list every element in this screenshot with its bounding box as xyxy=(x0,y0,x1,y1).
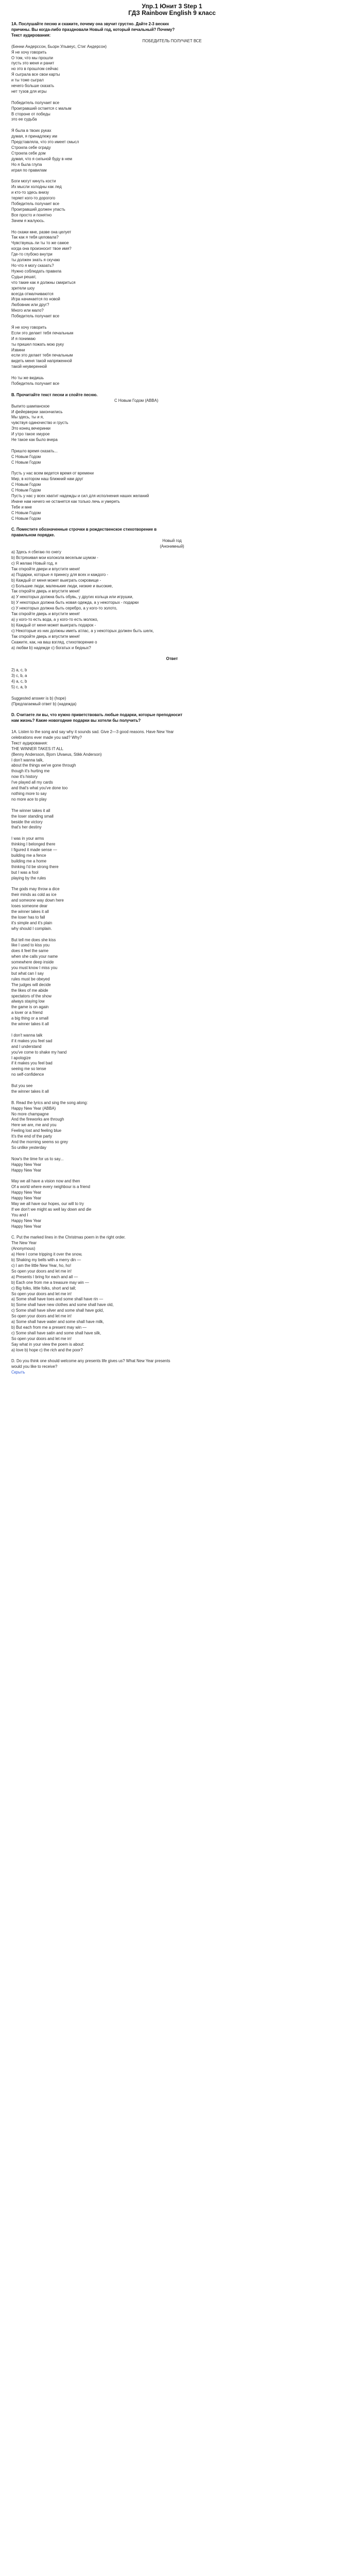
text-line: nothing more to say xyxy=(11,791,47,796)
blank-line xyxy=(11,803,333,808)
text-line: Я не хочу говорить xyxy=(11,49,47,55)
blank-line xyxy=(11,224,333,230)
text-line: a) у кого-то есть вода, а у кого-то есть молоко, xyxy=(11,617,98,622)
text-line: I don't wanna talk xyxy=(11,1032,43,1038)
blank-line xyxy=(11,932,333,938)
text-line: Say what in your view the poem is about: xyxy=(11,1342,84,1347)
blank-line xyxy=(11,831,333,836)
blank-line xyxy=(11,1353,333,1359)
text-line: building me a home xyxy=(11,858,47,863)
text-line: c) Большие люди, маленькие люди, низкие и высокие, xyxy=(11,583,113,588)
text-line: rules must be obeyed xyxy=(11,976,50,981)
text-line: чувствуя одиночество и грусть xyxy=(11,420,68,426)
blank-line xyxy=(11,1078,333,1083)
text-line: И утро такое хмурое xyxy=(11,432,50,437)
text-line: b) Каждый от меня может выиграть сокровище - xyxy=(11,578,101,583)
text-line: the winner takes it all xyxy=(11,1089,49,1094)
text-line: c) Some shall have silver and some shall have gold, xyxy=(11,1308,104,1313)
text-line: Новый год xyxy=(162,538,182,544)
blank-line xyxy=(11,1151,333,1157)
text-line: and that's what you've done too xyxy=(11,786,68,791)
text-line: Но скажи мне, разве она целует xyxy=(11,229,72,234)
text-line: the loser standing small xyxy=(11,814,54,819)
text-line: loses someone dear xyxy=(11,904,48,909)
text-line: Не такое как было вчера xyxy=(11,437,58,443)
text-line: a) Подарки, которые я принесу для всех и каждого - xyxy=(11,572,109,577)
text-line: Я была в твоих руках xyxy=(11,128,51,133)
text-line: a) У некоторых должна быть обувь, у других кольца или игрушки, xyxy=(11,595,133,600)
text-line: Представляла, что это имеет смысл xyxy=(11,140,79,145)
text-line: думая, что я сильной буду в нем xyxy=(11,156,72,161)
text-line: May we all have a vision now and then xyxy=(11,1179,80,1184)
text-line: a lover or a friend xyxy=(11,1010,43,1015)
text-line: 4) a, c, b xyxy=(11,679,27,684)
text-line: D. Do you think one should welcome any presents life gives us? What New Year presents xyxy=(11,1359,170,1364)
text-line: The New Year xyxy=(11,1241,37,1246)
text-line: If we don't we might as well lay down and die xyxy=(11,1207,92,1212)
text-line: thinking I belonged there xyxy=(11,842,56,847)
text-line: С Новым Годом xyxy=(11,454,41,459)
text-line: (Анонимный) xyxy=(160,544,184,549)
text-line: you must know I miss you xyxy=(11,965,58,971)
text-line: Выпито шампанское xyxy=(11,403,50,409)
text-line: b) Some shall have new clothes and some shall have old, xyxy=(11,1302,114,1308)
text-line: нечего больше сказать xyxy=(11,83,55,89)
text-line: Тебе и мне xyxy=(11,504,32,510)
blank-line xyxy=(11,466,333,471)
text-line: c) Some shall have satin and some shall have silk, xyxy=(11,1330,101,1335)
text-line: Извини xyxy=(11,347,25,352)
text-line: thinking I'd be strong there xyxy=(11,864,59,869)
text-line: Любовник или друг? xyxy=(11,302,49,308)
text-line: Их мысли холодны как лед xyxy=(11,184,62,190)
page-title: Упр.1 Юнит 3 Step 1 xyxy=(142,3,202,10)
text-line: spectators of the show xyxy=(11,993,52,998)
text-line: В стороне от победы xyxy=(11,111,50,116)
blank-line xyxy=(11,370,333,376)
text-line: правильном порядке. xyxy=(11,533,55,538)
hide-link[interactable]: Скрыть xyxy=(11,1370,25,1375)
text-line: D. Считаете ли вы, что нужно приветствовать любые подарки, которые преподносит xyxy=(11,713,183,718)
text-line: Все просто и понятно xyxy=(11,212,52,217)
text-line: Но ты же видишь xyxy=(11,376,44,381)
text-line: всегда отмалчиваются xyxy=(11,291,54,296)
text-line: Но что я могу сказать? xyxy=(11,263,54,268)
text-line: b) Each one from me a treasure may win — xyxy=(11,1280,89,1285)
text-line: 1A. Listen to the song and say why it sounds sad. Give 2—3 good reasons. Have New Year xyxy=(11,730,174,735)
blank-line xyxy=(11,662,333,668)
text-line: О том, что мы прошли xyxy=(11,55,53,60)
text-line: So open your doors and let me in! xyxy=(11,1268,72,1274)
text-line: (Предлагаемый ответ b) (надежда) xyxy=(11,701,77,706)
text-line: Нужно соблюдать правила xyxy=(11,268,62,274)
text-line: Но я была глупа xyxy=(11,162,42,167)
text-line: seeing me so tense xyxy=(11,1066,46,1072)
blank-line xyxy=(11,443,333,449)
text-line: думая, я принадлежу им xyxy=(11,134,57,139)
text-line: 3) c, b, a xyxy=(11,673,27,679)
text-line: a) Здесь я сбегаю по снегу xyxy=(11,550,61,555)
text-line: Строила себе дом xyxy=(11,150,46,156)
text-line: does it feel the same xyxy=(11,948,48,954)
text-line: that's her destiny xyxy=(11,825,42,830)
text-line: it's simple and it's plain xyxy=(11,920,53,925)
text-line: b) But each from me a present may win — xyxy=(11,1325,87,1330)
text-line: I was in your arms xyxy=(11,836,44,841)
text-line: Я не хочу говорить xyxy=(11,325,47,330)
text-line: Happy New Year xyxy=(11,1218,42,1223)
text-line: b) У некоторых должна быть новая одежда, а у некоторых - подарки xyxy=(11,600,139,605)
text-line: Игра начинается по новой xyxy=(11,297,60,302)
text-line: Happy New Year xyxy=(11,1167,42,1173)
text-line: Мир, в котором наш ближний нам друг xyxy=(11,477,83,482)
text-line: С Новым Годом xyxy=(11,510,41,515)
text-line: So open your doors and let me in! xyxy=(11,1291,72,1296)
text-line: и кто-то здесь внизу xyxy=(11,190,49,195)
text-line: a) Presents I bring for each and all — xyxy=(11,1274,78,1279)
blank-line xyxy=(11,95,333,100)
text-line: 5) c, a, b xyxy=(11,684,27,689)
text-line: B. Прочитайте текст песни и спойте песню. xyxy=(11,392,98,397)
text-line: building me a fence xyxy=(11,853,46,858)
text-line: Проигравший остается с малым xyxy=(11,106,72,111)
text-line: Here we are, me and you xyxy=(11,1123,57,1128)
text-line: Happy New Year (ABBA) xyxy=(11,1106,56,1111)
text-line: the likes of me abide xyxy=(11,988,48,993)
text-line: if it makes you feel bad xyxy=(11,1061,53,1066)
text-line: Так откройте двери и впустите меня! xyxy=(11,566,80,571)
text-line: И я понимаю xyxy=(11,336,36,341)
blank-line xyxy=(11,1095,333,1100)
text-line: Happy New Year xyxy=(11,1224,42,1229)
text-line: Если это делает тебя печальным xyxy=(11,330,74,335)
text-line: The gods may throw a dice xyxy=(11,887,60,892)
text-line: no self-confidence xyxy=(11,1072,44,1077)
text-line: видеть меня такой напряженной xyxy=(11,359,72,364)
text-line: I don't wanna talk, xyxy=(11,757,44,762)
text-line: always staying low xyxy=(11,999,45,1004)
text-line: Это конец вечеринки xyxy=(11,426,50,431)
text-line: ты должен знать я скучаю xyxy=(11,258,60,263)
text-line: but I was a fool xyxy=(11,870,39,875)
blank-line xyxy=(11,707,333,713)
text-line: I figured it made sense — xyxy=(11,848,57,853)
blank-line xyxy=(11,522,333,528)
text-line: С Новым Годом (ABBA) xyxy=(114,398,159,403)
text-line: though it's hurting me xyxy=(11,769,50,774)
text-line: Иначе нам ничего не останется как только лечь и умереть xyxy=(11,499,120,504)
text-line: The winner takes it all xyxy=(11,808,50,813)
page-subtitle: ГДЗ Rainbow English 9 класс xyxy=(128,9,216,16)
text-line: b) Каждый от меня может выиграть подарок - xyxy=(11,622,96,628)
text-line: Победитель получает все xyxy=(11,314,60,319)
text-line: Так откройте дверь и впустите меня! xyxy=(11,634,80,639)
text-line: now it's history xyxy=(11,774,38,779)
text-line: May we all have our hopes, our will to try xyxy=(11,1201,84,1207)
text-line: Now's the time for us to say... xyxy=(11,1156,64,1161)
text-line: Много или мало? xyxy=(11,308,44,313)
text-line: beside the victory xyxy=(11,819,43,824)
text-line: when she calls your name xyxy=(11,954,58,959)
text-line: Где-то глубоко внутри xyxy=(11,252,53,257)
text-line: Happy New Year xyxy=(11,1162,42,1167)
text-line: a) Some shall have water and some shall have milk, xyxy=(11,1319,104,1325)
text-line: Мы здесь, ты и я, xyxy=(11,415,44,420)
text-line: the winner takes it all xyxy=(11,909,49,914)
text-line: But you see xyxy=(11,1083,33,1089)
text-line: Текст аудирования: xyxy=(11,32,51,38)
text-line: играя по правилам xyxy=(11,167,47,173)
text-line: Of a world where every neighbour is a friend xyxy=(11,1184,90,1190)
text-line: С Новым Годом xyxy=(11,488,41,493)
text-line: это ее судьба xyxy=(11,117,37,122)
text-line: b) Shaking my bells with a merry din — xyxy=(11,1258,81,1263)
text-line: Happy New Year xyxy=(11,1196,42,1201)
text-line: Победитель получает все xyxy=(11,381,60,386)
text-line: their minds as cold as ice xyxy=(11,892,57,897)
text-line: Suggested answer is b) (hope) xyxy=(11,696,66,701)
blank-line xyxy=(11,724,333,730)
text-line: a) Some shall have toes and some shall have rin — xyxy=(11,1297,104,1302)
text-line: So open your doors and let me in! xyxy=(11,1314,72,1319)
text-line: celebrations ever made you sad? Why? xyxy=(11,735,82,740)
text-line: You and I xyxy=(11,1212,28,1217)
text-line: И фейерверки закончились xyxy=(11,409,63,414)
text-line: the winner takes it all xyxy=(11,1022,49,1027)
text-line: С Новым Годом xyxy=(11,516,41,521)
text-line: 1A. Послушайте песню и скажите, почему она звучит грустно. Дайте 2-3 веских xyxy=(11,22,169,27)
text-line: Пусть у нас всем ведется время от времени xyxy=(11,471,94,476)
text-line: no more ace to play xyxy=(11,796,47,802)
text-line: Судьи решат, xyxy=(11,274,37,279)
text-line: b) Встряхивая мои колокола веселым шумом - xyxy=(11,555,98,561)
blank-line xyxy=(11,1230,333,1235)
spacer xyxy=(11,16,333,22)
text-line: Так как я тебя целовала? xyxy=(11,235,59,240)
text-line: why should I complain. xyxy=(11,926,52,931)
text-line: Пусть у нас у всех хватит надежды и сил для исполнения наших желаний xyxy=(11,494,149,499)
text-line: somewhere deep inside xyxy=(11,960,54,965)
text-line: a) любви b) надежде c) богатых и бедных? xyxy=(11,645,91,650)
text-line: playing by the rules xyxy=(11,875,46,880)
text-line: Строила себе ограду xyxy=(11,145,51,150)
text-line: Я сыграла все свои карты xyxy=(11,72,60,77)
text-line: THE WINNER TAKES IT ALL xyxy=(11,746,63,751)
text-line: С Новым Годом xyxy=(11,482,41,487)
text-line: нам жизнь? Какие новогодние подарки вы хотели бы получить? xyxy=(11,718,141,723)
text-line: Победитель получает все xyxy=(11,201,60,207)
blank-line xyxy=(11,123,333,128)
text-line: Скажите, как, на ваш взгляд, стихотворение о xyxy=(11,639,97,645)
text-line: No more champagne xyxy=(11,1111,49,1116)
text-line: The judges will decide xyxy=(11,982,51,987)
text-line: Текст аудирования: xyxy=(11,740,48,745)
text-line: c) У некоторых должна быть серебро, а у кого-то золото, xyxy=(11,606,117,611)
text-line: (Benny Andersson, Bjorn Ulvaeus, Stikk Anderson) xyxy=(11,752,102,757)
text-line: So open your doors and let me in! xyxy=(11,1336,72,1341)
text-line: would you like to receive? xyxy=(11,1364,58,1369)
text-line: I've played all my cards xyxy=(11,780,53,785)
text-line: Чувствуешь ли ты то же самое xyxy=(11,241,69,246)
text-line: B. Read the lyrics and sing the song along: xyxy=(11,1100,88,1105)
text-line: and I understand xyxy=(11,1044,42,1049)
text-line: And the morning seems so grey xyxy=(11,1140,68,1145)
text-line: Зачем я жалуюсь. xyxy=(11,218,45,223)
text-line: the loser has to fall xyxy=(11,914,45,920)
text-line: нет тузов для игры xyxy=(11,89,47,94)
text-line: like I used to kiss you xyxy=(11,943,50,948)
text-line: если это делает тебя печальным xyxy=(11,353,73,358)
text-line: С Новым Годом xyxy=(11,460,41,465)
text-line: Пришло время сказать... xyxy=(11,448,58,453)
text-line: но это в прошлом сейчас xyxy=(11,66,59,72)
exercise-content xyxy=(11,22,333,1370)
text-line: but what can I say xyxy=(11,971,44,976)
text-line: Feeling lost and feeling blue xyxy=(11,1128,62,1133)
text-line: (Бенни Андерссон, Бьорн Ульвеус, Стиг Андерсон) xyxy=(11,44,107,49)
text-line: a big thing or a small xyxy=(11,1016,48,1021)
text-line: So unlike yesterday xyxy=(11,1145,47,1150)
text-line: about the things we've gone through xyxy=(11,763,76,768)
text-line: and someone way down here xyxy=(11,898,64,903)
text-line: (Anonymous) xyxy=(11,1246,36,1251)
text-line: c) Я желаю Новый год, я xyxy=(11,561,57,566)
text-line: когда она произносит твое имя? xyxy=(11,246,72,251)
text-line: And the fireworks are through xyxy=(11,1117,64,1122)
text-line: 2) a, c, b xyxy=(11,668,27,673)
text-line: a) love b) hope c) the rich and the poor? xyxy=(11,1347,83,1352)
text-line: Так откройте дверь и впустите меня! xyxy=(11,612,80,617)
text-line: the game is on again xyxy=(11,1005,49,1010)
text-line: C. Put the marked lines in the Christmas poem in the right order. xyxy=(11,1235,126,1240)
text-line: Happy New Year xyxy=(11,1190,42,1195)
text-line: ПОБЕДИТЕЛЬ ПОЛУЧАЕТ ВСЕ xyxy=(142,38,202,43)
text-line: зрители шоу xyxy=(11,285,35,291)
text-line: и ты тоже сыграл xyxy=(11,78,44,83)
text-line: такой неуверенной xyxy=(11,364,47,369)
blank-line xyxy=(11,651,333,656)
text-line: пусть это меня и ранит xyxy=(11,61,55,66)
text-line: a) Here I come tripping it over the snow, xyxy=(11,1252,82,1257)
text-line: Победитель получает все xyxy=(11,100,60,105)
text-line: Так откройте дверь и впустите меня! xyxy=(11,589,80,594)
text-line: It's the end of the party xyxy=(11,1134,53,1139)
blank-line xyxy=(11,1174,333,1179)
text-line: c) I am the little New Year, ho, ho! xyxy=(11,1263,72,1268)
text-line: Боги могут кинуть кости xyxy=(11,179,56,184)
text-line: причины. Вы когда-либо праздновали Новый год, который печальный? Почему? xyxy=(11,27,175,32)
text-line: if it makes you feel sad xyxy=(11,1038,53,1043)
blank-line xyxy=(11,387,333,393)
text-line: C. Поместите обозначенные строчки в рождественское стихотворение в xyxy=(11,527,157,532)
blank-line xyxy=(11,1027,333,1033)
blank-line xyxy=(11,319,333,325)
text-line: теряет кого-то дорогого xyxy=(11,196,56,201)
blank-line xyxy=(11,881,333,887)
text-line: c) Некоторые из них должны иметь атлас, а у некоторых должен быть шелк, xyxy=(11,628,154,633)
blank-line xyxy=(11,690,333,696)
text-line: you've come to shake my hand xyxy=(11,1049,67,1055)
text-line: c) Big folks, little folks, short and tall; xyxy=(11,1285,76,1291)
text-line: ты пришел пожать мою руку xyxy=(11,342,64,347)
text-line: Ответ xyxy=(166,656,178,662)
text-line: But tell me does she kiss xyxy=(11,937,56,942)
text-line: I apologize xyxy=(11,1055,31,1060)
text-line: что такие как я должны смириться xyxy=(11,280,76,285)
blank-line xyxy=(11,174,333,179)
text-line: Проигравший должен упасть xyxy=(11,207,65,212)
